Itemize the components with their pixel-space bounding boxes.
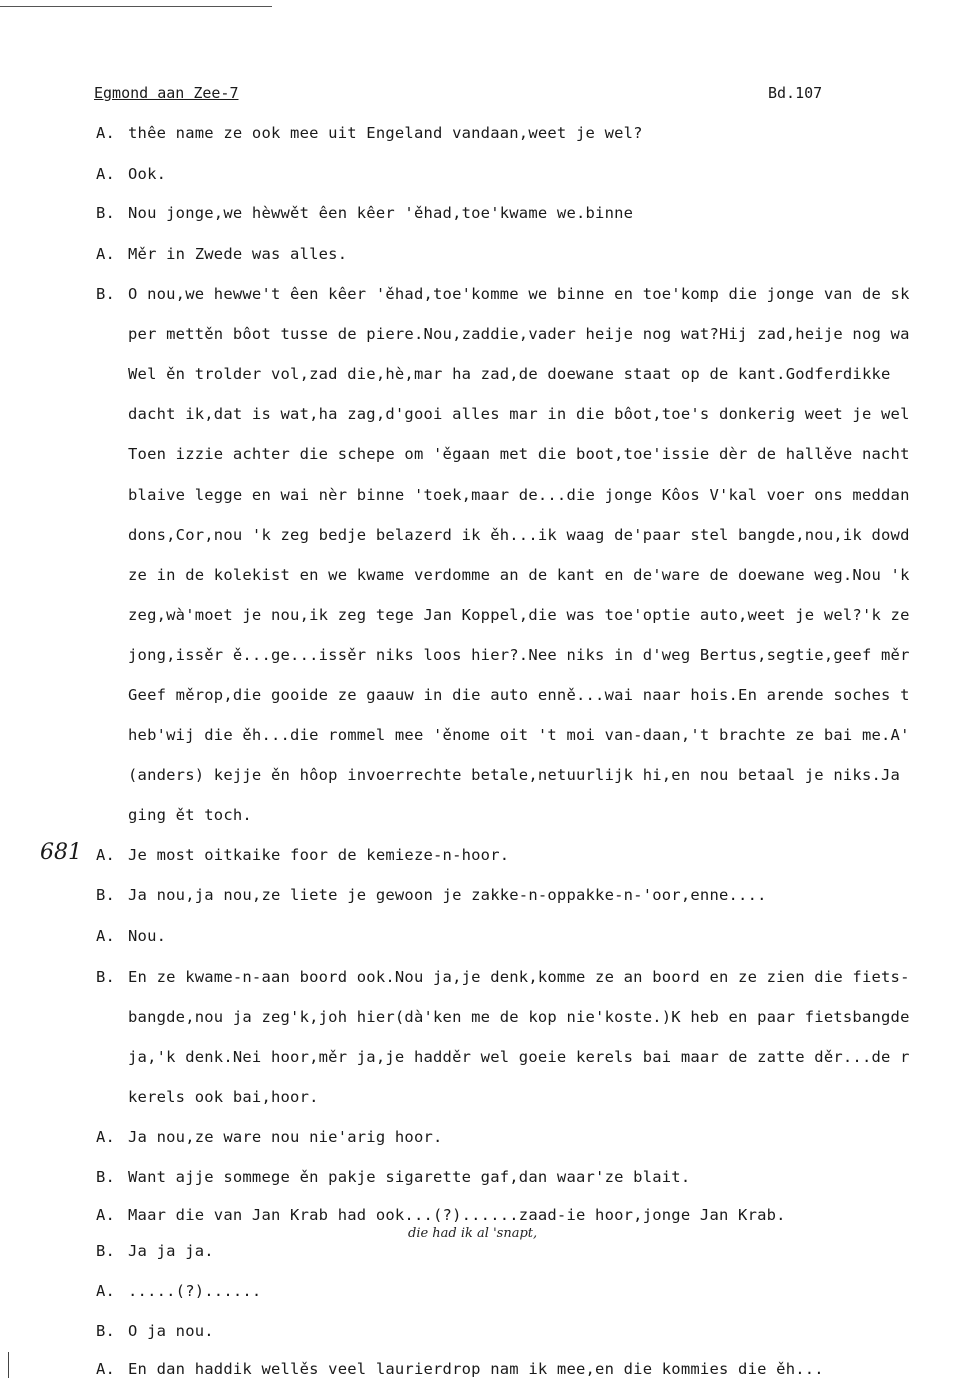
line-text: Want ajje sommege ěn pakje sigarette gaf,dan waar'ze blait. bbox=[128, 1168, 691, 1186]
speaker-label: A. bbox=[96, 165, 116, 183]
line-text: En dan haddik wellěs veel laurierdrop nam ik mee,en die kommies die ěh... bbox=[128, 1360, 824, 1378]
line-text: dons,Cor,nou 'k zeg bedje belazerd ik ěh...ik waag de'paar stel bangde,nou,ik dowd bbox=[128, 526, 910, 544]
speaker-label: A. bbox=[96, 1206, 116, 1224]
page-number: Bd.107 bbox=[768, 84, 823, 102]
line-text: O ja nou. bbox=[128, 1322, 214, 1340]
line-text: (anders) kejje ěn hôop invoerrechte betale,netuurlijk hi,en nou betaal je niks.Ja bbox=[128, 766, 901, 784]
margin-annotation: 681 bbox=[40, 840, 82, 865]
speaker-label: A. bbox=[96, 846, 116, 864]
line-text: Měr in Zwede was alles. bbox=[128, 245, 348, 263]
speaker-label: B. bbox=[96, 886, 116, 904]
speaker-label: B. bbox=[96, 204, 116, 222]
line-text: blaive legge en wai nèr binne 'toek,maar de...die jonge Kôos V'kal voer ons meddan bbox=[128, 486, 910, 504]
line-text: Ook. bbox=[128, 165, 167, 183]
line-text: Ja ja ja. bbox=[128, 1242, 214, 1260]
speaker-label: A. bbox=[96, 1360, 116, 1378]
line-text: Je most oitkaike foor de kemieze-n-hoor. bbox=[128, 846, 510, 864]
line-text: jong,issěr ě...ge...issěr niks loos hier?.Nee niks in d'weg Bertus,segtie,geef měr bbox=[128, 646, 910, 664]
speaker-label: B. bbox=[96, 285, 116, 303]
line-text: En ze kwame-n-aan boord ook.Nou ja,je denk,komme ze an boord en ze zien die fiets- bbox=[128, 968, 910, 986]
speaker-label: B. bbox=[96, 1322, 116, 1340]
speaker-label: B. bbox=[96, 968, 116, 986]
line-text: dacht ik,dat is wat,ha zag,d'gooi alles mar in die bôot,toe's donkerig weet je wel bbox=[128, 405, 910, 423]
line-text: bangde,nou ja zeg'k,joh hier(dà'ken me de kop nie'koste.)K heb en paar fietsbangde bbox=[128, 1008, 910, 1026]
line-text: Toen izzie achter die schepe om 'ěgaan met die boot,toe'issie dèr de hallěve nacht bbox=[128, 445, 910, 463]
line-text: heb'wij die ěh...die rommel mee 'ěnome oit 't moi van-daan,'t brachte ze bai me.A' bbox=[128, 726, 910, 744]
speaker-label: A. bbox=[96, 927, 116, 945]
line-text: per mettěn bôot tusse de piere.Nou,zaddie,vader heije nog wat?Hij zad,heije nog wa bbox=[128, 325, 910, 343]
line-text: Nou jonge,we hèwwět êen kêer 'ěhad,toe'kwame we.binne bbox=[128, 204, 634, 222]
line-text: ging ět toch. bbox=[128, 806, 252, 824]
line-text: O nou,we hewwe't êen kêer 'ěhad,toe'komme we binne en toe'komp die jonge van de sk bbox=[128, 285, 910, 303]
line-text: ja,'k denk.Nei hoor,měr ja,je hadděr wel goeie kerels bai maar de zatte děr...de r bbox=[128, 1048, 910, 1066]
line-text: zeg,wà'moet je nou,ik zeg tege Jan Koppel,die was toe'optie auto,weet je wel?'k ze bbox=[128, 606, 910, 624]
line-text: ze in de kolekist en we kwame verdomme an de kant en de'ware de doewane weg.Nou 'k bbox=[128, 566, 910, 584]
speaker-label: A. bbox=[96, 1128, 116, 1146]
line-text: Geef měrop,die gooide ze gaauw in die auto enně...wai naar hois.En arende soches t bbox=[128, 686, 910, 704]
speaker-label: A. bbox=[96, 245, 116, 263]
line-text: thêe name ze ook mee uit Engeland vandaan,weet je wel? bbox=[128, 124, 643, 142]
line-text: Ja nou,ja nou,ze liete je gewoon je zakke-n-oppakke-n-'oor,enne.... bbox=[128, 886, 767, 904]
line-text: Maar die van Jan Krab had ook...(?)......zaad-ie hoor,jonge Jan Krab. bbox=[128, 1206, 786, 1224]
line-text: kerels ook bai,hoor. bbox=[128, 1088, 319, 1106]
speaker-label: A. bbox=[96, 1282, 116, 1300]
document-title: Egmond aan Zee-7 bbox=[94, 84, 239, 102]
speaker-label: A. bbox=[96, 124, 116, 142]
line-text: Ja nou,ze ware nou nie'arig hoor. bbox=[128, 1128, 443, 1146]
speaker-label: B. bbox=[96, 1168, 116, 1186]
speaker-label: B. bbox=[96, 1242, 116, 1260]
line-text: Nou. bbox=[128, 927, 167, 945]
line-text: Wel ěn trolder vol,zad die,hè,mar ha zad,de doewane staat op de kant.Godferdikke bbox=[128, 365, 891, 383]
handwritten-annotation: die had ik al 'snapt, bbox=[408, 1226, 538, 1241]
line-text: .....(?)...... bbox=[128, 1282, 262, 1300]
